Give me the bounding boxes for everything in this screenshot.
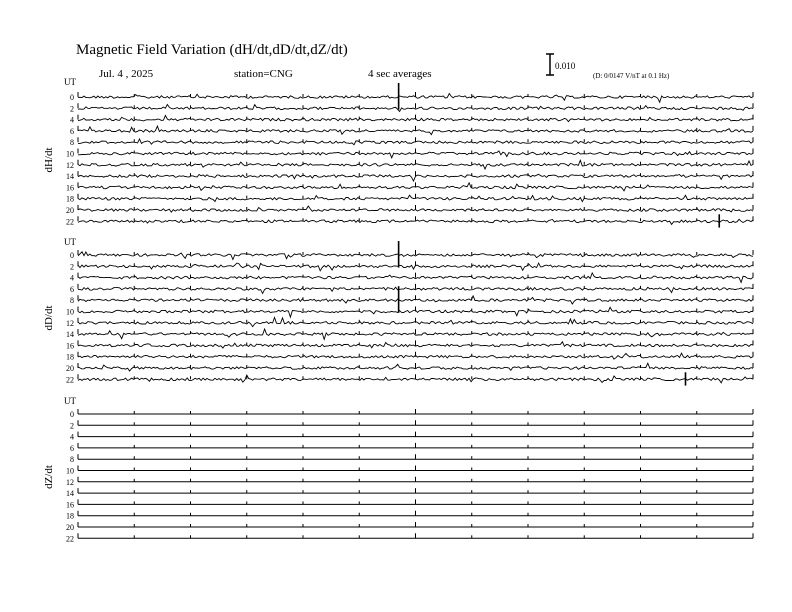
hour-label: 22 xyxy=(66,217,74,227)
hour-label: 18 xyxy=(66,511,74,521)
hour-label: 8 xyxy=(70,138,74,148)
ut-label: UT xyxy=(64,237,76,247)
hour-label: 12 xyxy=(66,318,74,328)
hour-label: 20 xyxy=(66,364,74,373)
date-label: Jul. 4 , 2025 xyxy=(99,68,154,80)
averaging-label: 4 sec averages xyxy=(368,68,432,80)
component-label: dZ/dt xyxy=(43,465,55,489)
hour-label: 12 xyxy=(66,477,74,487)
station-label: station=CNG xyxy=(234,68,293,80)
hour-label: 2 xyxy=(70,104,74,114)
hour-label: 14 xyxy=(66,489,74,499)
panel-dD-dt xyxy=(43,237,753,386)
hour-label: 18 xyxy=(66,194,74,204)
hour-label: 4 xyxy=(70,432,74,442)
hour-label: 8 xyxy=(70,455,74,465)
panels xyxy=(43,77,753,543)
hour-label: 2 xyxy=(70,262,74,272)
hour-label: 6 xyxy=(70,126,74,136)
hour-label: 6 xyxy=(70,284,74,294)
hour-label: 16 xyxy=(66,500,74,510)
hour-label: 4 xyxy=(70,115,74,125)
ut-label: UT xyxy=(64,77,76,87)
hour-label: 4 xyxy=(70,273,74,283)
component-label: dD/dt xyxy=(43,305,55,331)
hour-label: 10 xyxy=(66,466,74,476)
hour-label: 20 xyxy=(66,206,74,215)
panel-dZ-dt xyxy=(43,396,753,543)
hour-label: 2 xyxy=(70,421,74,431)
scale-bar-value: 0.010 xyxy=(555,61,576,71)
hour-label: 12 xyxy=(66,160,74,170)
hour-label: 0 xyxy=(70,251,74,260)
hour-label: 8 xyxy=(70,296,74,306)
calibration-note: (D: 0/0147 V/nT at 0.1 Hz) xyxy=(593,72,670,80)
hour-label: 20 xyxy=(66,523,74,532)
hour-label: 16 xyxy=(66,183,74,193)
component-label: dH/dt xyxy=(43,147,55,173)
hour-label: 18 xyxy=(66,352,74,362)
hour-label: 14 xyxy=(66,172,74,182)
hour-label: 6 xyxy=(70,443,74,453)
chart-title: Magnetic Field Variation (dH/dt,dD/dt,dZ/dt) xyxy=(76,42,348,58)
scale-bar xyxy=(546,54,576,75)
panel-dH-dt xyxy=(43,77,753,228)
hour-label: 10 xyxy=(66,149,74,159)
hour-label: 14 xyxy=(66,330,74,340)
hour-label: 16 xyxy=(66,341,74,351)
hour-label: 0 xyxy=(70,93,74,102)
hour-label: 22 xyxy=(66,375,74,385)
hour-label: 22 xyxy=(66,534,74,544)
hour-label: 10 xyxy=(66,307,74,317)
hour-label: 0 xyxy=(70,410,74,419)
ut-label: UT xyxy=(64,396,76,406)
